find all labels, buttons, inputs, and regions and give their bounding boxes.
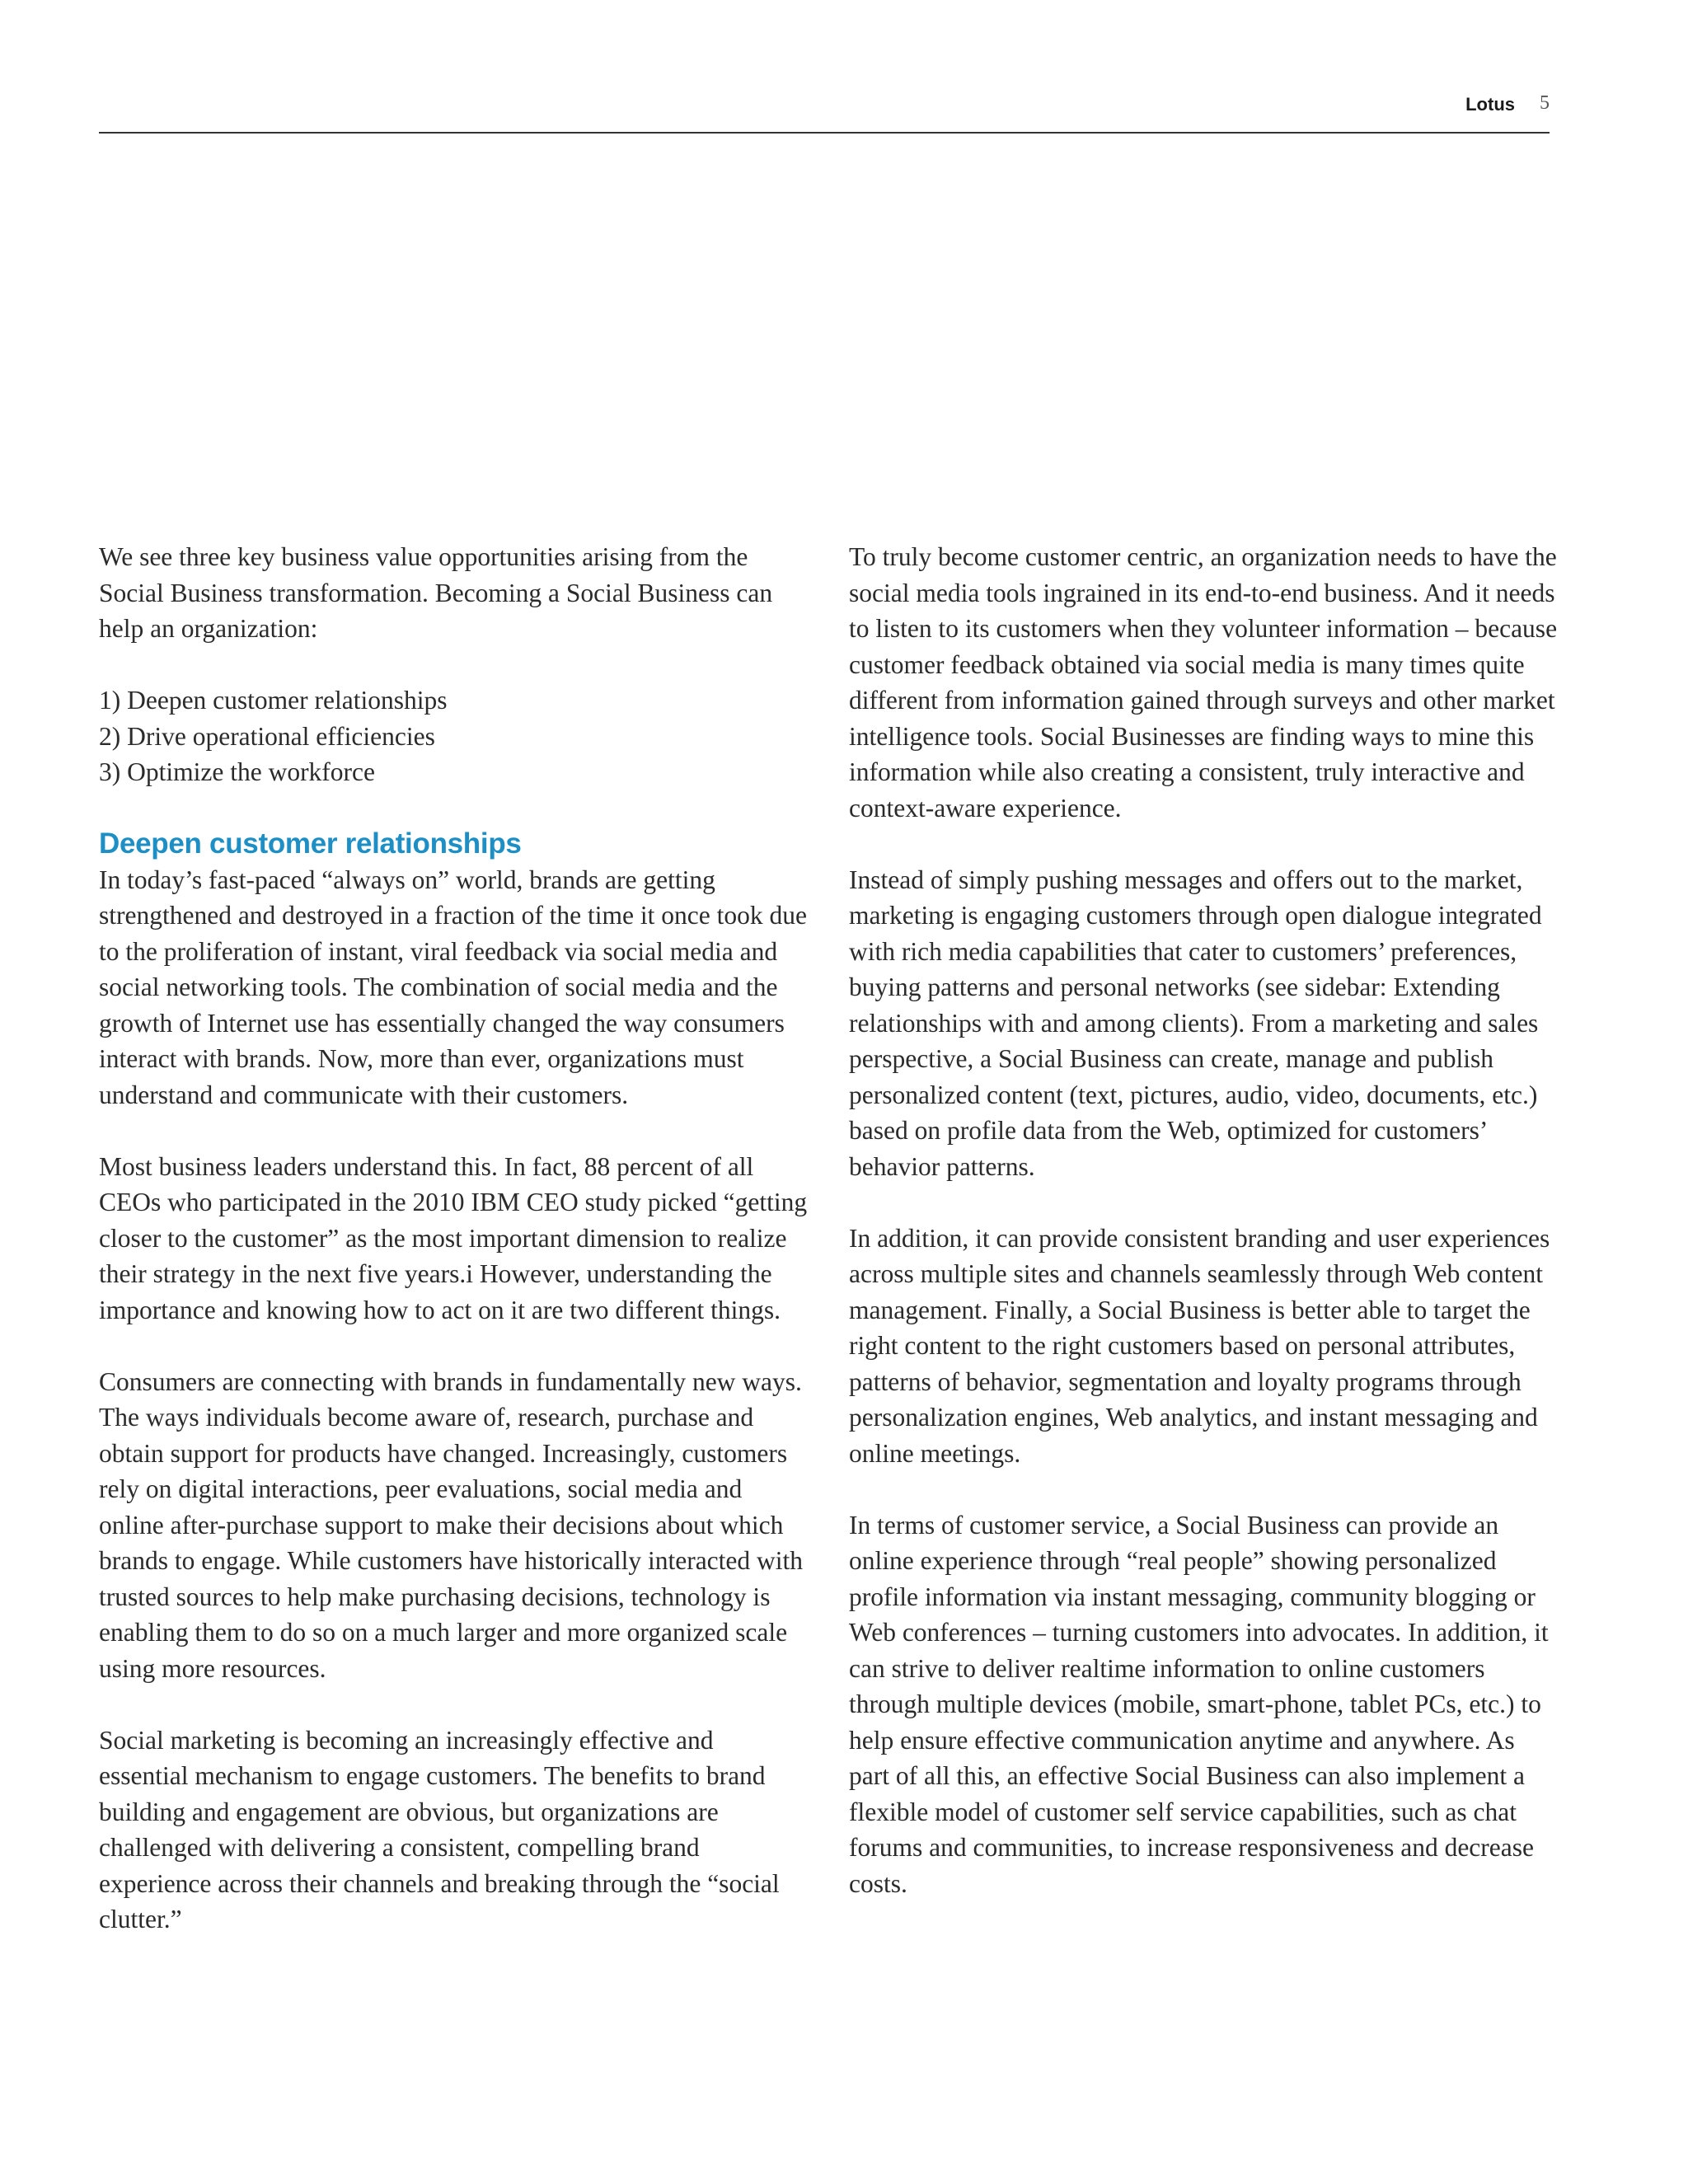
- body-paragraph: Instead of simply pushing messages and offers out to the market, marketing is engaging customers through open dialogue integrated with rich media capabilities that cater to customers’ preferences, buying patterns and personal networks (see sidebar: Extending relationships with and among clients). From a marketing and sales perspective, a Social Business can create, manage and publish personalized content (text, pictures, audio, video, documents, etc.) based on profile data from the Web, optimized for customers’ behavior patterns.: [849, 865, 1542, 1181]
- body-paragraph: Consumers are connecting with brands in fundamentally new ways. The ways individuals become aware of, research, purchase and obtain support for products have changed. Increasingly, customers rely on digital interactions, peer evaluations, social media and online after-purchase support to make their decisions about which brands to engage. While customers have historically interacted with trusted sources to help make purchasing decisions, technology is enabling them to do so on a much larger and more organized scale using more resources.: [99, 1366, 804, 1683]
- page-header: [99, 91, 1550, 134]
- list-item: 3) Optimize the workforce: [99, 757, 375, 786]
- body-paragraph: In today’s fast-paced “always on” world, brands are getting strengthened and destroyed in a fraction of the time it once took due to the proliferation of instant, viral feedback via social media and social networking tools. The combination of social media and the growth of Internet use has essentially changed the way consumers interact with brands. Now, more than ever, organizations must understand and communicate with their customers.: [99, 865, 807, 1109]
- body-paragraph: In addition, it can provide consistent branding and user experiences across multiple sites and channels seamlessly through Web content management. Finally, a Social Business is better able to target the right content to the right customers based on personal attributes, patterns of behavior, segmentation and loyalty programs through personalization engines, Web analytics, and instant messaging and online meetings.: [849, 1223, 1550, 1468]
- intro-paragraph: We see three key business value opportunities arising from the Social Business transformation. Becoming a Social Business can help an organization:: [99, 542, 773, 643]
- body-paragraph: Most business leaders understand this. In fact, 88 percent of all CEOs who participated in the 2010 IBM CEO study picked “getting closer to the customer” as the most important dimension to realize their strategy in the next five years.i However, understanding the importance and knowing how to act on it are two different things.: [99, 1151, 808, 1324]
- body-paragraph: To truly become customer centric, an organization needs to have the social media tools ingrained in its end-to-end business. And it needs to listen to its customers when they volunteer information – because customer feedback obtained via social media is many times quite different from information gained through surveys and other market intelligence tools. Social Businesses are finding ways to mine this information while also creating a consistent, truly interactive and context-aware experience.: [849, 542, 1558, 823]
- list-item: 1) Deepen customer relationships: [99, 686, 448, 715]
- right-column: [849, 539, 1558, 1938]
- left-column: [99, 539, 808, 1973]
- list-item: 2) Drive operational efficiencies: [99, 721, 435, 751]
- page-number: 5: [1540, 92, 1550, 114]
- section-heading: Deepen customer relationships: [99, 827, 522, 860]
- opportunity-list: [99, 682, 808, 790]
- body-paragraph: Social marketing is becoming an increasingly effective and essential mechanism to engage customers. The benefits to brand building and engagement are obvious, but organizations are challenged with delivering a consistent, compelling brand experience across their channels and breaking through the “social clutter.”: [99, 1725, 780, 1933]
- header-brand: Lotus: [1465, 94, 1515, 115]
- body-paragraph: In terms of customer service, a Social Business can provide an online experience through “real people” showing personalized profile information via instant messaging, community blogging or Web conferences – turning customers into advocates. In addition, it can strive to deliver realtime information to online customers through multiple devices (mobile, smart-phone, tablet PCs, etc.) to help ensure effective communication anytime and anywhere. As part of all this, an effective Social Business can also implement a flexible model of customer self service capabilities, such as chat forums and communities, to increase responsiveness and decrease costs.: [849, 1510, 1549, 1898]
